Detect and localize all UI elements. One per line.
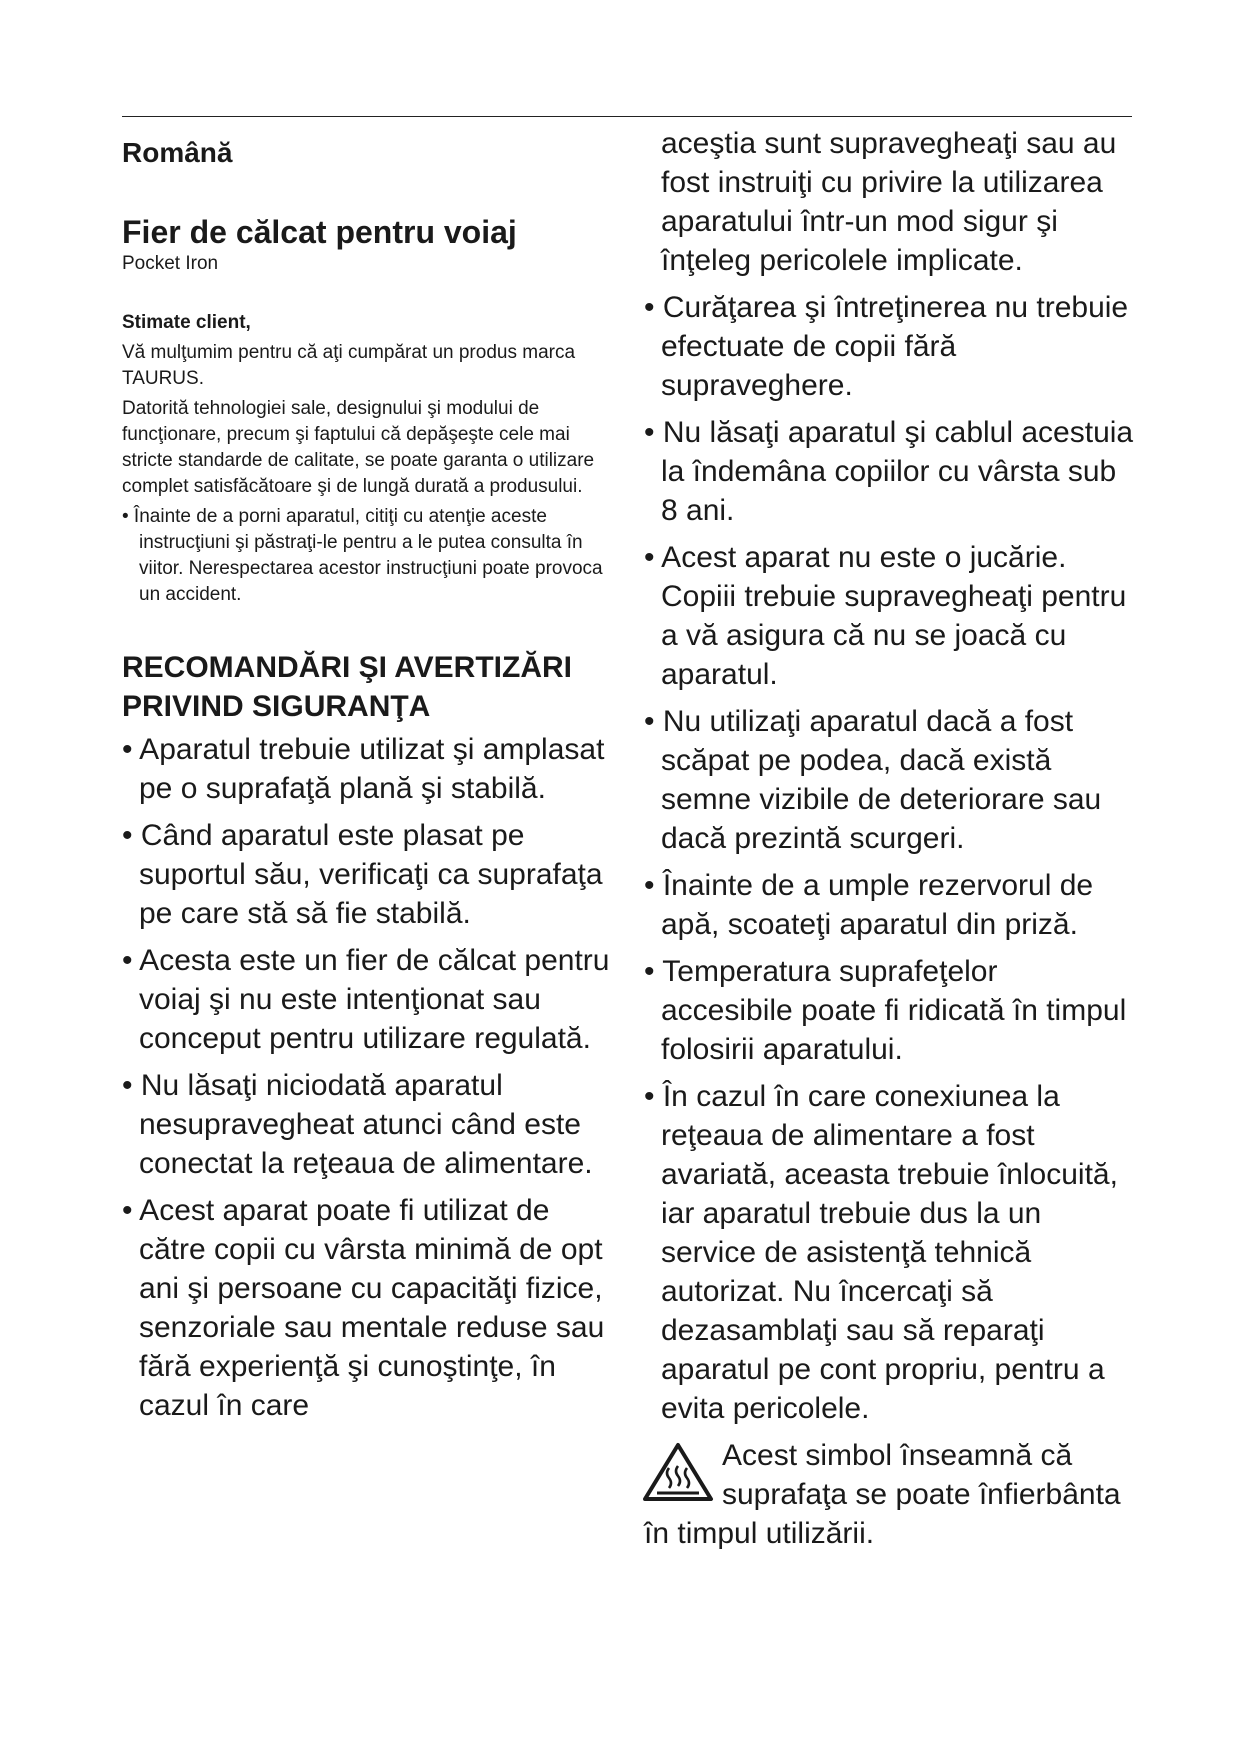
hot-surface-warning-icon — [642, 1442, 714, 1502]
safety-bullets-left — [122, 730, 617, 1425]
language-label: Română — [122, 137, 233, 168]
intro-paragraph: Datorită tehnologiei sale, designului şi modului de funcţionare, precum şi faptului că depăşeşte cele mai stricte standarde de calitate, se poate garanta o utilizare complet satisfăcătoare şi de lungă durată a produsului. — [122, 398, 595, 497]
greeting: Stimate client, — [122, 312, 251, 333]
safety-bullet: • Nu lăsaţi aparatul şi cablul acestuia la îndemâna copiilor cu vârsta sub 8 ani. — [644, 416, 1134, 527]
hot-surface-note — [644, 1436, 1134, 1553]
safety-bullet: • Înainte de a umple rezervorul de apă, scoateţi aparatul din priză. — [644, 869, 1094, 941]
product-subtitle: Pocket Iron — [122, 253, 219, 274]
intro-bullet: • Înainte de a porni aparatul, citiţi cu atenţie aceste instrucţiuni şi păstraţi-le pentru a le putea consulta în viitor. Nerespectarea acestor instrucţiuni poate provoca un accident. — [122, 506, 603, 605]
intro-paragraph: Vă mulţumim pentru că aţi cumpărat un produs marca TAURUS. — [122, 342, 576, 389]
safety-bullet-continuation: aceştia sunt supravegheaţi sau au fost instruiţi cu privire la utilizarea aparatului într-un mod sigur şi înţeleg pericolele implicate. — [661, 127, 1117, 277]
safety-bullet: • Nu utilizaţi aparatul dacă a fost scăpat pe podea, dacă există semne vizibile de deteriorare sau dacă prezintă scurgeri. — [644, 705, 1102, 855]
right-column — [644, 124, 1134, 1553]
safety-bullet: • Curăţarea şi întreţinerea nu trebuie efectuate de copii fără supraveghere. — [644, 291, 1129, 402]
safety-bullets-right — [644, 124, 1134, 1428]
hot-surface-text: Acest simbol înseamnă că suprafaţa se poate înfierbânta în timpul utilizării. — [644, 1439, 1121, 1550]
safety-bullet: • Acest aparat poate fi utilizat de către copii cu vârsta minimă de opt ani şi persoane cu capacităţi fizice, senzoriale sau mentale reduse sau fără experienţă şi cunoştinţe, în cazul în care — [122, 1194, 605, 1422]
safety-bullet: • În cazul în care conexiunea la reţeaua de alimentare a fost avariată, aceasta trebuie înlocuită, iar aparatul trebuie dus la un service de asistenţă tehnică autorizat. Nu încercaţi să dezasamblaţi sau să reparaţi aparatul pe cont propriu, pentru a evita pericolele. — [644, 1080, 1118, 1425]
top-rule — [122, 116, 1132, 117]
safety-heading: RECOMANDĂRI ŞI AVERTIZĂRI PRIVIND SIGURANŢA — [122, 651, 572, 723]
safety-bullet: • Aparatul trebuie utilizat şi amplasat pe o suprafaţă plană şi stabilă. — [122, 733, 605, 805]
left-column — [122, 124, 617, 1433]
safety-bullet: • Acesta este un fier de călcat pentru voiaj şi nu este intenţionat sau conceput pentru utilizare regulată. — [122, 944, 610, 1055]
intro-bullets — [122, 504, 617, 608]
product-title: Fier de călcat pentru voiaj — [122, 214, 517, 250]
safety-bullet: • Nu lăsaţi niciodată aparatul nesupravegheat atunci când este conectat la reţeaua de alimentare. — [122, 1069, 593, 1180]
safety-bullet: • Temperatura suprafeţelor accesibile poate fi ridicată în timpul folosirii aparatului. — [644, 955, 1127, 1066]
safety-bullet: • Acest aparat nu este o jucărie. Copiii trebuie supravegheaţi pentru a vă asigura că nu se joacă cu aparatul. — [644, 541, 1127, 691]
safety-bullet: • Când aparatul este plasat pe suportul său, verificaţi ca suprafaţa pe care stă să fie stabilă. — [122, 819, 603, 930]
